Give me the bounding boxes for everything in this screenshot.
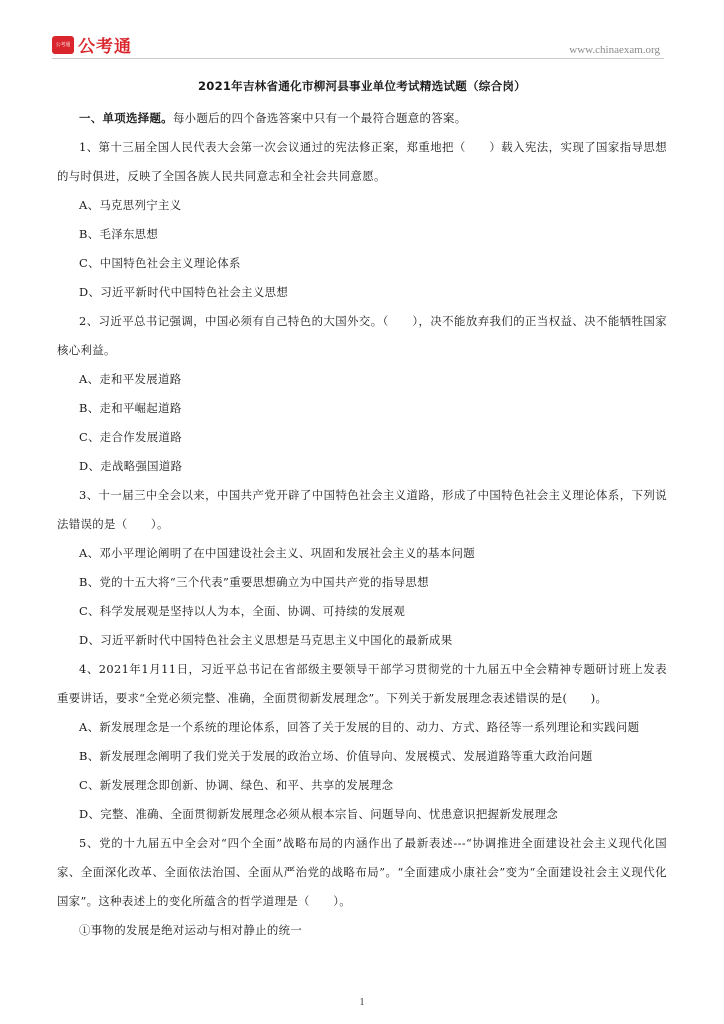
document-title: 2021年吉林省通化市柳河县事业单位考试精选试题（综合岗） [198, 79, 526, 93]
option-d: D、走战略强国道路 [79, 459, 183, 473]
option-c: C、新发展理念即创新、协调、绿色、和平、共享的发展理念 [79, 778, 394, 792]
circle-option-1: ①事物的发展是绝对运动与相对静止的统一 [79, 923, 303, 937]
option-d: D、习近平新时代中国特色社会主义思想 [79, 285, 289, 299]
option-a: A、新发展理念是一个系统的理论体系，回答了关于发展的目的、动力、方式、路径等一系列理论和实践问题 [79, 720, 640, 734]
option-c: C、科学发展观是坚持以人为本，全面、协调、可持续的发展观 [79, 604, 406, 618]
option-b: B、毛泽东思想 [79, 227, 159, 241]
question-stem: 1、第十三届全国人民代表大会第一次会议通过的宪法修正案，郑重地把（ ）载入宪法，实现了国家指导思想的与时俱进，反映了全国各族人民共同意志和全社会共同意愿。 [57, 140, 667, 183]
section-instructions: 每小题后的四个备选答案中只有一个最符合题意的答案。 [172, 111, 467, 125]
question-stem: 5、党的十九届五中全会对“四个全面”战略布局的内涵作出了最新表述---“协调推进全面建设社会主义现代化国家、全面深化改革、全面依法治国、全面从严治党的战略布局”。“全面建成小康社会”变为“全面建设社会主义现代化国家”。这种表述上的变化所蕴含的哲学道理是（ ）。 [57, 836, 667, 908]
site-url[interactable]: www.chinaexam.org [569, 44, 660, 56]
site-logo[interactable] [52, 32, 132, 57]
option-a: A、马克思列宁主义 [79, 198, 182, 212]
question-stem: 4、2021年1月11日，习近平总书记在省部级主要领导干部学习贯彻党的十九届五中全会精神专题研讨班上发表重要讲话，要求“全党必须完整、准确，全面贯彻新发展理念”。下列关于新发展理念表述错误的是( )。 [57, 662, 667, 705]
option-a: A、走和平发展道路 [79, 372, 182, 386]
option-c: C、中国特色社会主义理论体系 [79, 256, 241, 270]
option-c: C、走合作发展道路 [79, 430, 182, 444]
page-number: 1 [359, 997, 365, 1008]
option-b: B、党的十五大将“三个代表”重要思想确立为中国共产党的指导思想 [79, 575, 429, 589]
option-a: A、邓小平理论阐明了在中国建设社会主义、巩固和发展社会主义的基本问题 [79, 546, 476, 560]
option-b: B、走和平崛起道路 [79, 401, 182, 415]
header-divider [52, 58, 664, 59]
section-intro [57, 104, 667, 133]
option-b: B、新发展理念阐明了我们党关于发展的政治立场、价值导向、发展模式、发展道路等重大政治问题 [79, 749, 593, 763]
question-stem: 3、十一届三中全会以来，中国共产党开辟了中国特色社会主义道路，形成了中国特色社会主义理论体系，下列说法错误的是（ ）。 [57, 488, 667, 531]
logo-badge-icon: 公考通 [52, 36, 74, 54]
document-body [57, 78, 667, 945]
page-header [0, 0, 724, 62]
option-d: D、完整、准确、全面贯彻新发展理念必须从根本宗旨、问题导向、忧患意识把握新发展理念 [79, 807, 559, 821]
section-heading: 一、单项选择题。 [79, 111, 173, 125]
question-stem: 2、习近平总书记强调，中国必须有自己特色的大国外交。（ ），决不能放弃我们的正当权益、决不能牺牲国家核心利益。 [57, 314, 667, 357]
logo-text: 公考通 [78, 37, 132, 57]
option-d: D、习近平新时代中国特色社会主义思想是马克思主义中国化的最新成果 [79, 633, 453, 647]
